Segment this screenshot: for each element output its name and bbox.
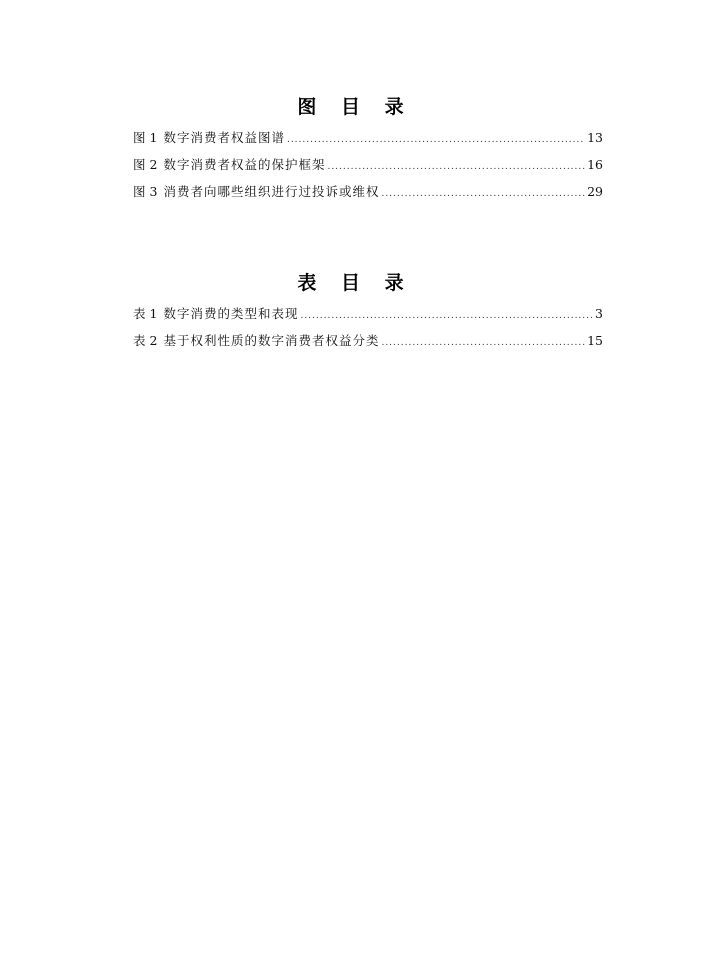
dot-leader: [381, 330, 585, 357]
table-label: 表 1: [133, 306, 158, 321]
figure-page-number: 16: [587, 157, 603, 172]
dot-leader: [327, 154, 585, 181]
list-of-tables-title: 表 目 录: [297, 272, 413, 294]
figure-caption: 消费者向哪些组织进行过投诉或维权: [163, 184, 380, 199]
table-page-number: 3: [595, 306, 603, 321]
dot-leader: [287, 127, 585, 154]
figure-caption: 数字消费者权益图谱: [163, 130, 285, 145]
table-entry-2[interactable]: [133, 327, 603, 354]
list-of-figures: [133, 124, 603, 205]
figure-entry-2[interactable]: [133, 151, 603, 178]
table-entry-1[interactable]: [133, 300, 603, 327]
dot-leader: [381, 181, 585, 208]
table-label: 表 2: [133, 333, 158, 348]
figure-page-number: 13: [587, 130, 603, 145]
dot-leader: [300, 303, 593, 330]
figure-label: 图 1: [133, 130, 158, 145]
table-caption: 基于权利性质的数字消费者权益分类: [163, 333, 380, 348]
list-of-tables: [133, 300, 603, 354]
figure-label: 图 3: [133, 184, 158, 199]
figure-entry-1[interactable]: [133, 124, 603, 151]
figure-entry-3[interactable]: [133, 178, 603, 205]
table-caption: 数字消费的类型和表现: [163, 306, 299, 321]
list-of-figures-title: 图 目 录: [297, 96, 413, 118]
figure-caption: 数字消费者权益的保护框架: [163, 157, 326, 172]
figure-page-number: 29: [587, 184, 603, 199]
figure-label: 图 2: [133, 157, 158, 172]
table-page-number: 15: [587, 333, 603, 348]
